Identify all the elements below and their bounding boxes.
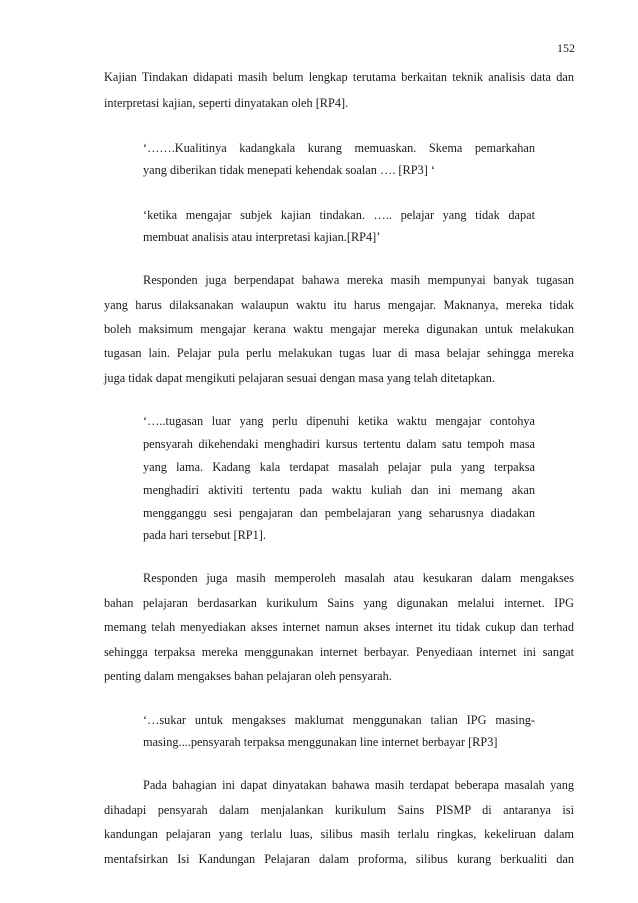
body-text-line: Responden juga masih memperoleh masalah atau kesukaran dalam mengakses [143,571,574,585]
page-number: 152 [557,41,575,55]
quote-line: masing....pensyarah terpaksa menggunakan line internet berbayar [RP3] [143,735,498,749]
quote-line: menghadiri aktiviti tertentu pada waktu kuliah dan ini memang akan [143,483,535,497]
quote-line: ‘…….Kualitinya kadangkala kurang memuaskan. Skema pemarkahan [143,141,535,155]
body-text-line: kandungan pelajaran yang terlalu luas, silibus masih terlalu ringkas, kekeliruan dalam [104,827,574,841]
quote-line: pensyarah dikehendaki menghadiri kursus tertentu dalam satu tempoh masa [143,437,535,451]
body-text-line: mentafsirkan Isi Kandungan Pelajaran dalam proforma, silibus kurang berkualiti dan [104,852,574,866]
quote-line: ‘ketika mengajar subjek kajian tindakan. ….. pelajar yang tidak dapat [143,208,535,222]
body-text-line: Pada bahagian ini dapat dinyatakan bahawa masih terdapat beberapa masalah yang [143,778,574,792]
quote-line: mengganggu sesi pengajaran dan pembelajaran yang seharusnya diadakan [143,506,535,520]
body-text-line: interpretasi kajian, seperti dinyatakan oleh [RP4]. [104,96,349,110]
body-text-line: dihadapi pensyarah dalam menjalankan kurikulum Sains PISMP di antaranya isi [104,803,574,817]
body-text-line: boleh maksimum mengajar kerana waktu mengajar mereka digunakan untuk melakukan [104,322,574,336]
quote-line: ‘…..tugasan luar yang perlu dipenuhi ketika waktu mengajar contohya [143,414,535,428]
body-text-line: tugasan lain. Pelajar pula perlu melakukan tugas luar di masa belajar sehingga mereka [104,346,574,360]
body-text-line: yang harus dilaksanakan walaupun waktu itu harus mengajar. Maknanya, mereka tidak [104,298,574,312]
body-text-line: sehingga terpaksa mereka menggunakan internet berbayar. Penyediaan internet ini sangat [104,645,574,659]
body-text-line: memang telah menyediakan akses internet namun akses internet itu tidak cukup dan terhad [104,620,574,634]
quote-line: yang lama. Kadang kala terdapat masalah pelajar pula yang terpaksa [143,460,535,474]
quote-line: yang diberikan tidak menepati kehendak soalan …. [RP3] ‘ [143,163,435,177]
quote-line: ‘…sukar untuk mengakses maklumat menggunakan talian IPG masing- [143,713,535,727]
quote-line: pada hari tersebut [RP1]. [143,528,266,542]
body-text-line: penting dalam mengakses bahan pelajaran oleh pensyarah. [104,669,392,683]
body-text-line: Kajian Tindakan didapati masih belum lengkap terutama berkaitan teknik analisis data dan [104,70,574,84]
body-text-line: juga tidak dapat mengikuti pelajaran sesuai dengan masa yang telah ditetapkan. [104,371,495,385]
body-text-line: bahan pelajaran berdasarkan kurikulum Sains yang digunakan melalui internet. IPG [104,596,574,610]
body-text-line: Responden juga berpendapat bahawa mereka masih mempunyai banyak tugasan [143,273,574,287]
quote-line: membuat analisis atau interpretasi kajian.[RP4]’ [143,230,381,244]
